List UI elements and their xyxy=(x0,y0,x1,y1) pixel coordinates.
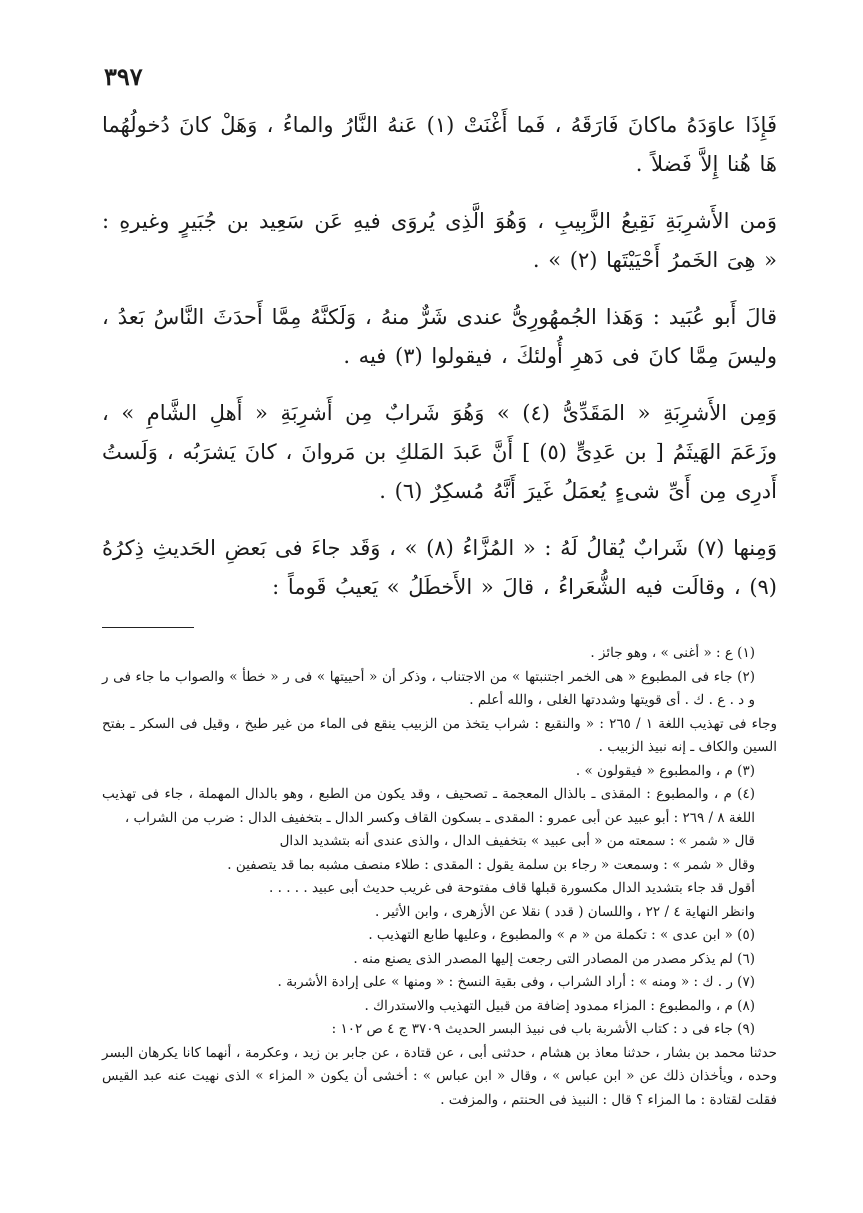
footnote: (٤) م ، والمطبوع : المقذى ـ بالذال المعجمة ـ تصحيف ، وقد يكون من الطبع ، وهو بالدال المهملة ، جاء فى تهذيب اللغة ٨ / ٢٦٩ : أبو عبيد عن أبى عمرو : المقدى ـ بسكون القاف وكسر الدال ـ بتخفيف الدال : ضرب من الشراب ، xyxy=(102,786,755,826)
footnote: (٧) ر . ك : « ومنه » : أراد الشراب ، وفى بقية النسخ : « ومنها » على إرادة الأشربة . xyxy=(277,974,755,990)
footnote: (١) ع : « أغنى » ، وهو جائز . xyxy=(590,645,755,661)
footnote: (٣) م ، والمطبوع « فيقولون » . xyxy=(575,762,755,779)
footnote: حدثنا محمد بن بشار ، حدثنا معاذ بن هشام ، حدثنى أبى ، عن قتادة ، عن جابر بن زيد ، وعكرمة ، أنهما كانا يكرهان البسر وحده ، ويأخذان ذلك عن « ابن عباس » ، وقال « ابن عباس » : أخشى أن يكون « المزاء » الذى نهيت عنه عبد القيس فقلت لقتادة : ما المزاء ؟ قال : النبيذ فى الحنتم ، والمزفت . xyxy=(102,1044,777,1108)
footnote-divider xyxy=(102,627,194,628)
footnote: وقال « شمر » : وسمعت « رجاء بن سلمة يقول : المقدى : طلاء منصف مشبه بما قد يتصفين . xyxy=(227,856,755,873)
paragraph: فَإِذَا عاوَدَهُ ماكانَ فَارَقَهُ ، فَما أَغْنَتْ (١) عَنهُ النَّارُ والماءُ ، وَهَلْ كانَ دُخولُهُما هَا هُنا إِلاَّ فَضلاً . xyxy=(102,113,777,176)
footnote: أقول قد جاء بتشديد الدال مكسورة قبلها قاف مفتوحة فى غريب حديث أبى عبيد . . . . . xyxy=(269,880,755,896)
footnote: (٦) لم يذكر مصدر من المصادر التى رجعت إليها المصدر الذى يصنع منه . xyxy=(353,950,755,967)
footnote: (٨) م ، والمطبوع : المزاء ممدود إضافة من قبيل التهذيب والاستدراك . xyxy=(364,997,755,1014)
paragraph: قالَ أَبو عُبَيد : وَهَذا الجُمهُورِىُّ عندى شَرٌّ منهُ ، وَلَكنَّهُ مِمَّا أَحدَثَ النَّاسُ بَعدُ ، وليسَ مِمَّا كانَ فى دَهرِ أُولئكَ ، فيقولوا (٣) فيه . xyxy=(102,305,777,368)
footnote: (٩) جاء فى د : كتاب الأشربة باب فى نبيذ البسر الحديث ٣٧٠٩ ج ٤ ص ١٠٢ : xyxy=(331,1021,755,1037)
paragraph: وَمِنها (٧) شَرابٌ يُقالُ لَهُ : « المُزَّاءُ (٨) » ، وَقَد جاءَ فى بَعضِ الحَديثِ ذِكرُهُ (٩) ، وقالَت فيه الشُّعَراءُ ، قالَ « الأَخطَلُ » يَعيبُ قَوماً : xyxy=(102,536,777,599)
paragraph: وَمن الأَشرِبَةِ نَقِيعُ الزَّبِيبِ ، وَهُوَ الَّذِى يُروَى فيهِ عَن سَعِيد بن جُبَيرٍ وغيرهِ : « هِىَ الخَمرُ أَحْيَيْتَها (٢) » . xyxy=(102,209,777,272)
footnote: قال « شمر » : سمعته من « أبى عبيد » بتخفيف الدال ، والذى عندى أنه بتشديد الدال xyxy=(279,833,755,849)
footnotes xyxy=(102,642,777,1112)
footnote: وجاء فى تهذيب اللغة ١ / ٢٦٥ : « والنقيع : شراب يتخذ من الزبيب ينقع فى الماء من غير طبخ ، وقيل فى السكر ـ بفتح السين والكاف ـ إنه نبيذ الزبيب . xyxy=(102,715,777,755)
paragraph: وَمِن الأَشرِبَةِ « المَقَدِّىُّ (٤) » وَهُوَ شَرابٌ مِن أَشرِبَةِ « أَهلِ الشَّامِ » ، وزَعَمَ الهَيثَمُ [ بن عَدِىٍّ (٥) ] أَنَّ عَبدَ المَلكِ بن مَروانَ ، كانَ يَشرَبُه ، وَلَستُ أَدرِى مِن أَىِّ شىءٍ يُعمَلُ غَيرَ أَنَّهُ مُسكِرٌ (٦) . xyxy=(102,401,778,503)
footnote: (٢) جاء فى المطبوع « هى الخمر اجتنبتها » من الاجتناب ، وذكر أن « أحييتها » فى ر « خطأ » والصواب ما جاء فى ر و د . ع . ك . أى قويتها وشددتها الغلى ، والله أعلم . xyxy=(102,668,755,708)
page-number: ٣٩٧ xyxy=(104,62,143,91)
footnote: وانظر النهاية ٤ / ٢٢ ، واللسان ( قدد ) نقلا عن الأزهرى ، وابن الأثير . xyxy=(375,903,755,920)
footnote: (٥) « ابن عدى » : تكملة من « م » والمطبوع ، وعليها طابع التهذيب . xyxy=(368,927,755,943)
main-text xyxy=(102,106,777,607)
